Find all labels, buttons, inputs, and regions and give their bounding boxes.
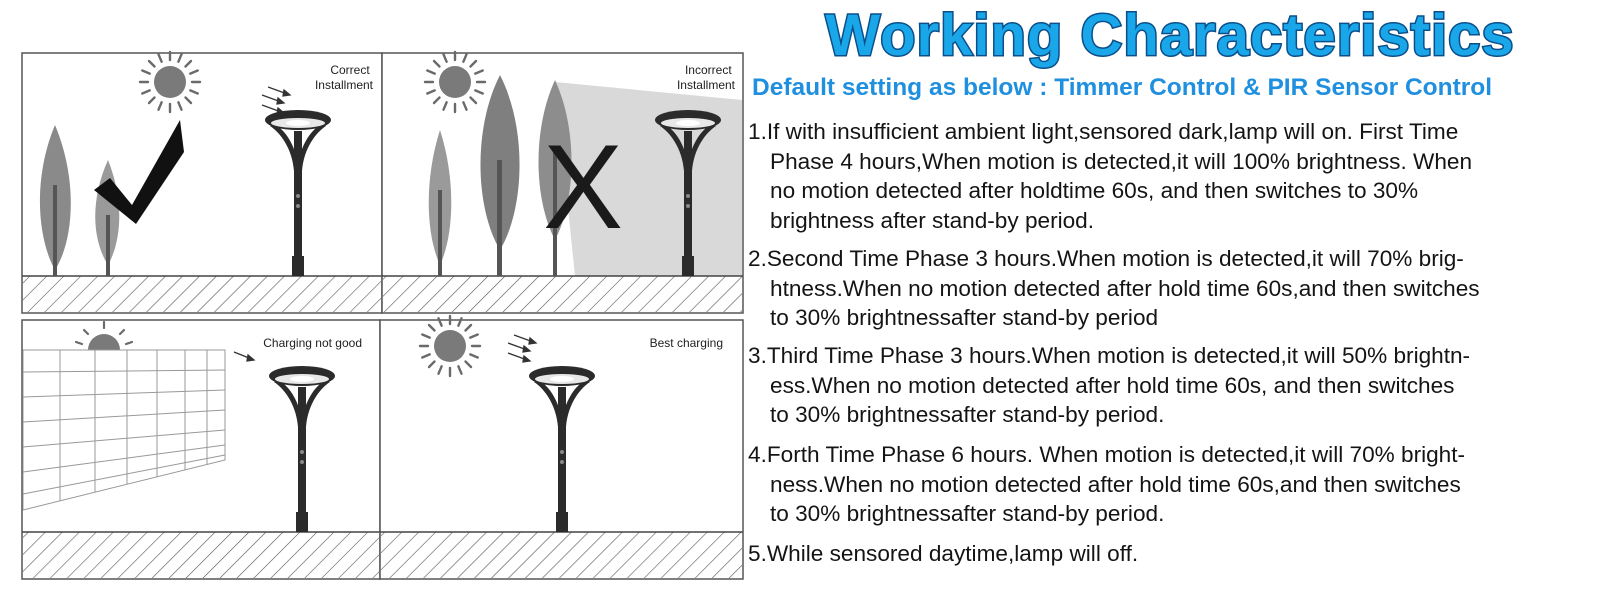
item-line: to 30% brightnessafter stand-by period. [770,501,1165,526]
item-line: 1.If with insufficient ambient light,sensored dark,lamp will on. First Time [748,119,1459,144]
item-line: 4.Forth Time Phase 6 hours. When motion is detected,it will 70% bright- [748,442,1466,467]
item-line: ness.When no motion detected after hold time 60s,and then switches [770,471,1461,497]
item-line: htness.When no motion detected after hold time 60s,and then switches [770,275,1480,301]
item-line: 5.While sensored daytime,lamp will off. [748,541,1139,566]
list-item-4 [748,440,1578,529]
item-line: ess.When no motion detected after hold time 60s, and then switches [770,372,1455,398]
item-line: no motion detected after holdtime 60s, and then switches to 30% [770,178,1419,203]
panel-incorrect-label: Incorrect Installment [676,63,735,92]
panel-correct-label: Correct Installment [314,63,373,92]
panel-best-charging-label: Best charging [649,336,723,350]
item-line: to 30% brightnessafter stand-by period [770,305,1159,330]
panel-charging-not-good-label: Charging not good [263,336,362,350]
list-item-1 [748,117,1578,235]
page-title: Working Characteristics [825,3,1515,68]
page-subtitle: Default setting as below : Timmer Control & PIR Sensor Control [752,74,1493,101]
panel-correct [22,52,382,313]
item-line: 2.Second Time Phase 3 hours.When motion is detected,it will 70% brig- [748,246,1464,271]
x-mark-icon: X [542,120,624,254]
list-item-5 [748,539,1578,569]
list-item-2 [748,244,1578,333]
panel-incorrect [382,52,743,313]
item-line: Phase 4 hours,When motion is detected,it will 100% brightness. When [770,148,1473,174]
item-line: brightness after stand-by period. [770,207,1095,233]
item-line: to 30% brightnessafter stand-by period. [770,402,1165,427]
panel-charging-not-good [22,320,380,579]
characteristics-text [748,0,1600,600]
list-item-3 [748,341,1578,430]
item-line: 3.Third Time Phase 3 hours.When motion is detected,it will 50% brightn- [748,343,1471,368]
panel-best-charging [380,316,743,579]
installation-diagram [0,0,760,600]
